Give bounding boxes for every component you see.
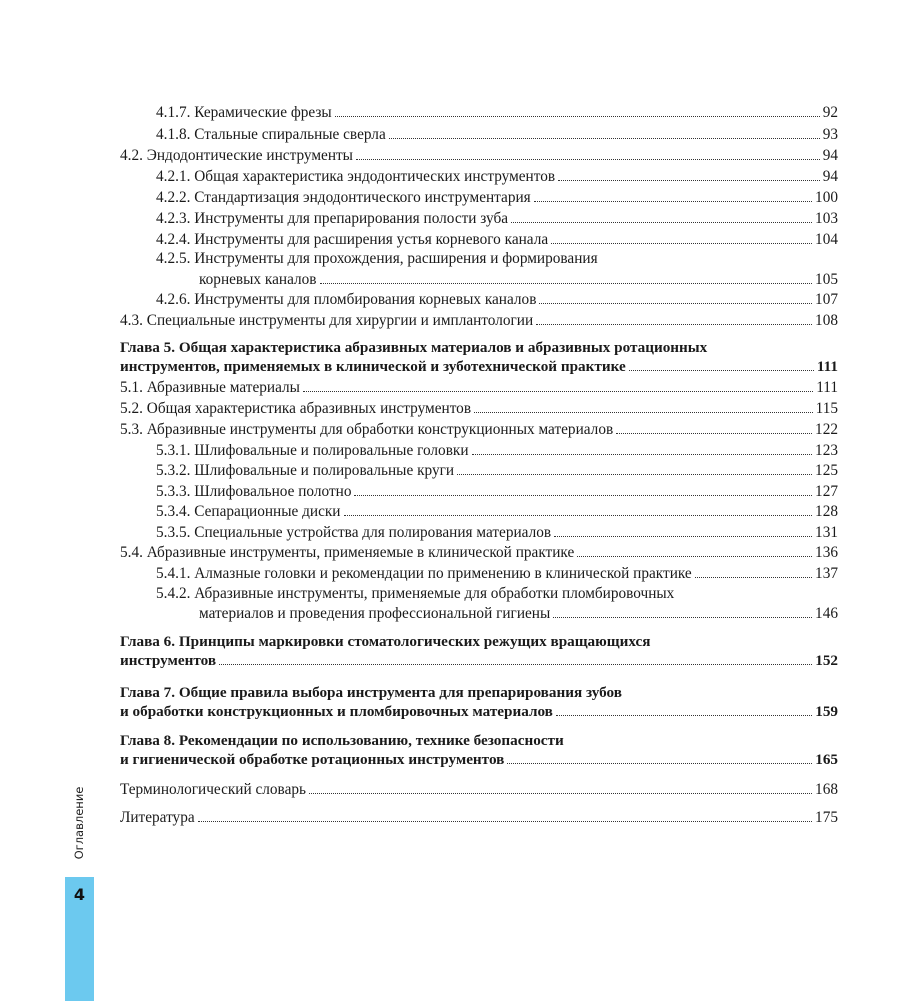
- toc-entry-5-4-2[interactable]: материалов и проведения профессиональной гигиены 146: [199, 605, 838, 622]
- toc-entry-4-2-5[interactable]: корневых каналов 105: [199, 271, 838, 288]
- section-label: Оглавление: [72, 786, 86, 860]
- toc-chapter-5-line1: Глава 5. Общая характеристика абразивных материалов и абразивных ротационных: [120, 339, 708, 356]
- toc-entry-4-2[interactable]: 4.2. Эндодонтические инструменты 94: [120, 147, 838, 164]
- toc-chapter-6[interactable]: инструментов 152: [120, 652, 838, 669]
- toc-entry-4-2-2[interactable]: 4.2.2. Стандартизация эндодонтического инструментария 100: [156, 189, 838, 206]
- toc-entry-5-3-2[interactable]: 5.3.2. Шлифовальные и полировальные круги 125: [156, 462, 838, 479]
- page-number: 4: [73, 885, 86, 904]
- toc-entry-5-3-4[interactable]: 5.3.4. Сепарационные диски 128: [156, 503, 838, 520]
- toc-entry-4-3[interactable]: 4.3. Специальные инструменты для хирургии и имплантологии 108: [120, 312, 838, 329]
- toc-entry-5-3-5[interactable]: 5.3.5. Специальные устройства для полирования материалов 131: [156, 524, 838, 541]
- toc-entry-4-2-6[interactable]: 4.2.6. Инструменты для пломбирования корневых каналов 107: [156, 291, 838, 308]
- toc-chapter-8[interactable]: и гигиенической обработке ротационных инструментов 165: [120, 751, 838, 768]
- toc-entry-4-1-7[interactable]: 4.1.7. Керамические фрезы 92: [156, 104, 838, 121]
- toc-chapter-7[interactable]: и обработки конструкционных и пломбировочных материалов 159: [120, 703, 838, 720]
- toc-entry-5-3[interactable]: 5.3. Абразивные инструменты для обработки конструкционных материалов 122: [120, 421, 838, 438]
- toc-entry-5-3-1[interactable]: 5.3.1. Шлифовальные и полировальные головки 123: [156, 442, 838, 459]
- toc-chapter-8-line1: Глава 8. Рекомендации по использованию, технике безопасности: [120, 732, 564, 749]
- toc-entry-5-1[interactable]: 5.1. Абразивные материалы 111: [120, 379, 838, 396]
- toc-entry-5-4-2-line1: 5.4.2. Абразивные инструменты, применяемые для обработки пломбировочных: [156, 585, 675, 602]
- toc-entry-4-1-8[interactable]: 4.1.8. Стальные спиральные сверла 93: [156, 126, 838, 143]
- toc-entry-5-4-1[interactable]: 5.4.1. Алмазные головки и рекомендации по применению в клинической практике 137: [156, 565, 838, 582]
- toc-entry-4-2-3[interactable]: 4.2.3. Инструменты для препарирования полости зуба 103: [156, 210, 838, 227]
- toc-literature[interactable]: Литература 175: [120, 809, 838, 826]
- toc-chapter-5[interactable]: инструментов, применяемых в клинической и зуботехнической практике 111: [120, 358, 838, 375]
- toc-chapter-6-line1: Глава 6. Принципы маркировки стоматологических режущих вращающихся: [120, 633, 651, 650]
- toc-entry-5-4[interactable]: 5.4. Абразивные инструменты, применяемые в клинической практике 136: [120, 544, 838, 561]
- toc-chapter-7-line1: Глава 7. Общие правила выбора инструмента для препарирования зубов: [120, 684, 622, 701]
- toc-entry-5-2[interactable]: 5.2. Общая характеристика абразивных инструментов 115: [120, 400, 838, 417]
- toc-entry-4-2-4[interactable]: 4.2.4. Инструменты для расширения устья корневого канала 104: [156, 231, 838, 248]
- toc-entry-4-2-5-line1: 4.2.5. Инструменты для прохождения, расширения и формирования: [156, 250, 598, 267]
- toc-glossary[interactable]: Терминологический словарь 168: [120, 781, 838, 798]
- toc-entry-5-3-3[interactable]: 5.3.3. Шлифовальное полотно 127: [156, 483, 838, 500]
- toc-entry-4-2-1[interactable]: 4.2.1. Общая характеристика эндодонтических инструментов 94: [156, 168, 838, 185]
